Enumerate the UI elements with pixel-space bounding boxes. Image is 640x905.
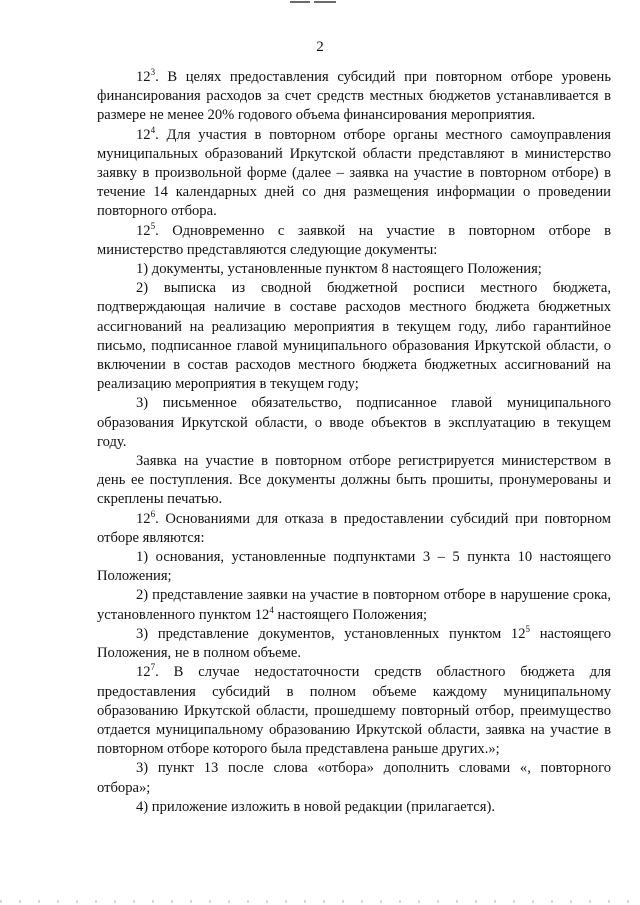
paragraph-12-7: $12^7$. В случае недостаточности средств областного бюджета для предоставления субсидий в полном объеме каждому муниципальному образованию Иркутской области, прошедшему повторный отбор, преимущество отдается муниципальному образованию Иркутской области, заявка на участие в повторном отборе которого была представлена раньше других.»; [97,662,611,758]
list-item-refusal-2: 2) представление заявки на участие в повторном отборе в нарушение срока, установленного пунктом $12^4$ настоящего Положения; [97,587,611,623]
document-body [97,68,611,817]
list-item-documents-3: 3) письменное обязательство, подписанное главой муниципального образования Иркутской области, о вводе объектов в эксплуатацию в текущем году. [97,395,611,450]
scan-header-marks [290,0,338,4]
paragraph-12-4: $12^4$. Для участия в повторном отборе органы местного самоуправления муниципальных образований Иркутской области представляют в министерство заявку в произвольной форме (далее – заявка на участие в повторном отборе) в течение 14 календарных дней со дня размещения информации о проведении повторного отбора. [97,124,611,220]
paragraph-12-3: $12^3$. В целях предоставления субсидий при повторном отборе уровень финансирования расходов за счет средств местных бюджетов устанавливается в размере не менее 20% годового объема финансирования мероприятия. [97,67,611,124]
list-item-refusal-1: 1) основания, установленные подпунктами 3 – 5 пункта 10 настоящего Положения; [97,549,611,585]
list-item-documents-2: 2) выписка из сводной бюджетной росписи местного бюджета, подтверждающая наличие в составе расходов местного бюджета бюджетных ассигнований на реализацию мероприятия в текущем году, либо гарантийное письмо, подписанное главой муниципального образования Иркутской области, о включении в состав расходов местного бюджета бюджетных ассигнований на реализацию мероприятия в текущем году; [97,280,611,393]
paragraph-registration: Заявка на участие в повторном отборе регистрируется министерством в день ее поступления. Все документы должны быть прошиты, пронумерованы и скреплены печатью. [97,453,611,508]
paragraph-12-5: $12^5$. Одновременно с заявкой на участие в повторном отборе в министерство представляются следующие документы: [97,220,611,258]
amendment-item-4: 4) приложение изложить в новой редакции (прилагается). [136,798,495,815]
list-item-documents-1: 1) документы, установленные пунктом 8 настоящего Положения; [136,261,542,278]
page-number: 2 [316,39,324,55]
paragraph-12-6: $12^6$. Основаниями для отказа в предоставлении субсидий при повторном отборе являются: [97,508,611,546]
amendment-item-3: 3) пункт 13 после слова «отбора» дополнить словами «, повторного отбора»; [97,760,611,796]
scan-noise-footer [0,900,640,903]
list-item-refusal-3: 3) представление документов, установленных пунктом $12^5$ настоящего Положения, не в полном объеме. [97,623,612,662]
